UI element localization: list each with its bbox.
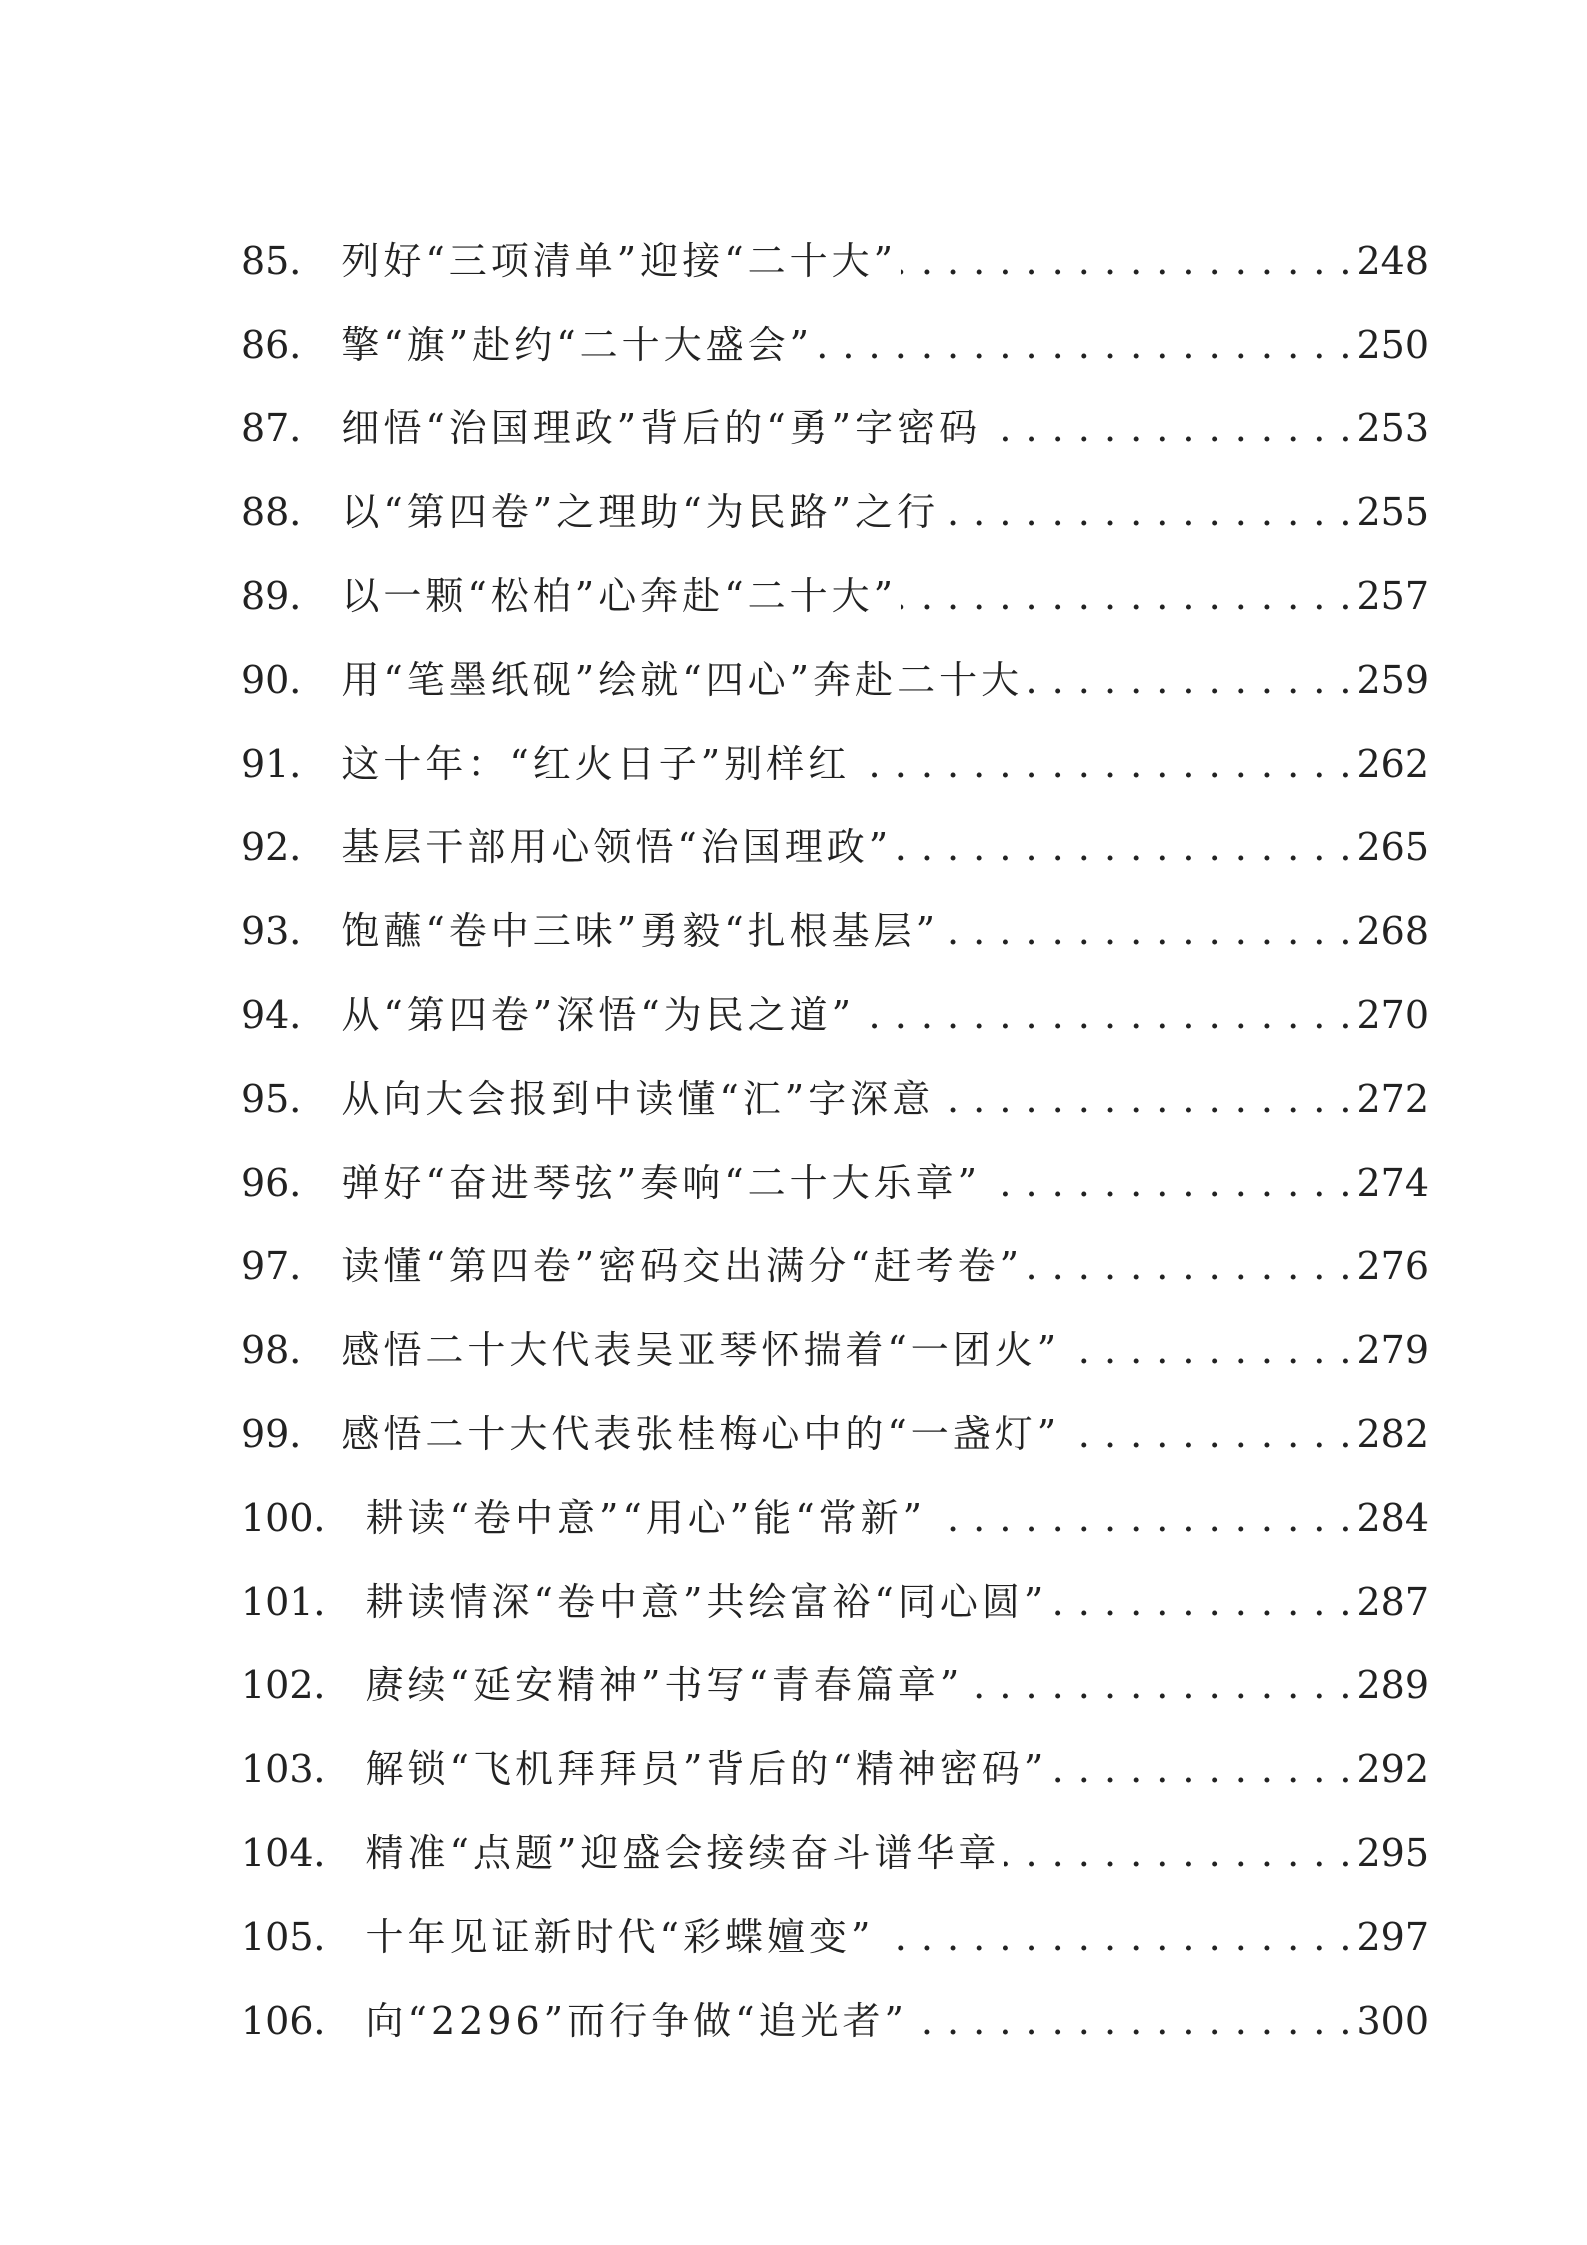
toc-entry[interactable]	[241, 1044, 1429, 1128]
toc-entry-number: 106．	[241, 1998, 352, 2043]
toc-entry[interactable]	[241, 541, 1429, 625]
toc-entry[interactable]	[241, 625, 1429, 709]
toc-entry-page-number: 248	[1356, 238, 1429, 283]
table-of-contents	[241, 206, 1429, 2050]
dot-leader	[1051, 1740, 1352, 1798]
toc-entry-page-number: 270	[1356, 992, 1429, 1037]
toc-entry-number: 93．	[241, 909, 328, 954]
toc-entry-page-number: 292	[1356, 1747, 1429, 1792]
dot-leader	[854, 735, 1352, 793]
toc-entry-number: 98．	[241, 1328, 328, 1373]
toc-entry-title: 精准“点题”迎盛会接续奋斗谱华章	[365, 1830, 1001, 1875]
toc-entry-number: 100．	[241, 1495, 352, 1540]
toc-entry[interactable]	[241, 1295, 1429, 1379]
toc-entry[interactable]	[241, 1966, 1429, 2050]
dot-leader	[985, 1154, 1352, 1212]
toc-entry-title: 列好“三项清单”迎接“二十大”	[341, 238, 898, 283]
toc-entry[interactable]	[241, 709, 1429, 793]
toc-entry-title: 饱蘸“卷中三味”勇毅“扎根基层”	[341, 909, 940, 954]
toc-entry[interactable]	[241, 1882, 1429, 1966]
toc-entry-title: 这十年：“红火日子”别样红	[341, 741, 851, 786]
toc-entry-number: 103．	[241, 1747, 352, 1792]
toc-entry-title: 弹好“奋进琴弦”奏响“二十大乐章”	[341, 1160, 982, 1205]
dot-leader	[859, 986, 1352, 1044]
dot-leader	[985, 399, 1352, 457]
toc-entry-page-number: 284	[1356, 1495, 1429, 1540]
dot-leader	[967, 1656, 1352, 1714]
dot-leader	[1064, 1321, 1352, 1379]
dot-leader	[878, 1908, 1352, 1966]
toc-entry-number: 104．	[241, 1830, 352, 1875]
toc-entry-title: 读懂“第四卷”密码交出满分“赶考卷”	[341, 1244, 1024, 1289]
toc-entry[interactable]	[241, 1212, 1429, 1296]
toc-entry-number: 95．	[241, 1076, 328, 1121]
dot-leader	[901, 232, 1352, 290]
toc-entry-number: 86．	[241, 322, 328, 367]
toc-entry-number: 88．	[241, 490, 328, 535]
dot-leader	[938, 1070, 1352, 1128]
toc-entry-page-number: 300	[1356, 1998, 1429, 2043]
dot-leader	[943, 483, 1352, 541]
toc-entry-number: 101．	[241, 1579, 352, 1624]
toc-entry-page-number: 289	[1356, 1663, 1429, 1708]
toc-entry-page-number: 262	[1356, 741, 1429, 786]
toc-entry-page-number: 282	[1356, 1411, 1429, 1456]
toc-entry-number: 105．	[241, 1914, 352, 1959]
toc-entry[interactable]	[241, 1463, 1429, 1547]
dot-leader	[817, 316, 1352, 374]
toc-entry-page-number: 295	[1356, 1830, 1429, 1875]
toc-entry-title: 以“第四卷”之理助“为民路”之行	[341, 490, 940, 535]
toc-entry-title: 解锁“飞机拜拜员”背后的“精神密码”	[365, 1747, 1048, 1792]
toc-entry-page-number: 265	[1356, 825, 1429, 870]
toc-entry-number: 94．	[241, 992, 328, 1037]
toc-entry-title: 从“第四卷”深悟“为民之道”	[341, 992, 856, 1037]
toc-entry-number: 99．	[241, 1411, 328, 1456]
toc-entry[interactable]	[241, 457, 1429, 541]
toc-entry[interactable]	[241, 876, 1429, 960]
dot-leader	[1004, 1824, 1352, 1882]
toc-entry[interactable]	[241, 1547, 1429, 1631]
dot-leader	[943, 902, 1352, 960]
toc-entry-page-number: 287	[1356, 1579, 1429, 1624]
toc-entry-page-number: 268	[1356, 909, 1429, 954]
toc-entry-number: 96．	[241, 1160, 328, 1205]
toc-entry-title: 感悟二十大代表吴亚琴怀揣着“一团火”	[341, 1328, 1061, 1373]
toc-entry-page-number: 276	[1356, 1244, 1429, 1289]
toc-entry-title: 耕读情深“卷中意”共绘富裕“同心圆”	[365, 1579, 1048, 1624]
toc-entry-page-number: 259	[1356, 657, 1429, 702]
toc-entry-title: 擎“旗”赴约“二十大盛会”	[341, 322, 814, 367]
toc-entry-number: 92．	[241, 825, 328, 870]
toc-entry[interactable]	[241, 1379, 1429, 1463]
toc-entry-number: 97．	[241, 1244, 328, 1289]
toc-entry[interactable]	[241, 206, 1429, 290]
dot-leader	[1027, 1237, 1352, 1295]
toc-entry[interactable]	[241, 1631, 1429, 1715]
toc-entry-title: 向“2296”而行争做“追光者”	[365, 1998, 908, 2043]
toc-entry-title: 耕读“卷中意”“用心”能“常新”	[365, 1495, 927, 1540]
toc-entry-page-number: 253	[1356, 406, 1429, 451]
toc-entry[interactable]	[241, 960, 1429, 1044]
toc-entry-number: 90．	[241, 657, 328, 702]
toc-entry-page-number: 297	[1356, 1914, 1429, 1959]
dot-leader	[1051, 1573, 1352, 1631]
toc-entry[interactable]	[241, 1798, 1429, 1882]
dot-leader	[1064, 1405, 1352, 1463]
toc-entry-number: 87．	[241, 406, 328, 451]
dot-leader	[896, 818, 1352, 876]
toc-entry[interactable]	[241, 374, 1429, 458]
toc-entry-number: 91．	[241, 741, 328, 786]
toc-entry-title: 感悟二十大代表张桂梅心中的“一盏灯”	[341, 1411, 1061, 1456]
toc-entry-title: 十年见证新时代“彩蝶嬗变”	[365, 1914, 875, 1959]
toc-entry-number: 102．	[241, 1663, 352, 1708]
toc-entry-title: 从向大会报到中读懂“汇”字深意	[341, 1076, 935, 1121]
toc-entry-title: 赓续“延安精神”书写“青春篇章”	[365, 1663, 964, 1708]
dot-leader	[901, 567, 1352, 625]
toc-entry-number: 85．	[241, 238, 328, 283]
toc-entry-page-number: 257	[1356, 573, 1429, 618]
toc-entry-title: 细悟“治国理政”背后的“勇”字密码	[341, 406, 982, 451]
toc-entry-page-number: 255	[1356, 490, 1429, 535]
toc-entry[interactable]	[241, 1128, 1429, 1212]
toc-entry-page-number: 272	[1356, 1076, 1429, 1121]
toc-entry-page-number: 279	[1356, 1328, 1429, 1373]
toc-entry-page-number: 274	[1356, 1160, 1429, 1205]
toc-entry-title: 以一颗“松柏”心奔赴“二十大”	[341, 573, 898, 618]
toc-entry[interactable]	[241, 1714, 1429, 1798]
dot-leader	[1027, 651, 1352, 709]
toc-entry[interactable]	[241, 793, 1429, 877]
toc-entry[interactable]	[241, 290, 1429, 374]
toc-entry-title: 用“笔墨纸砚”绘就“四心”奔赴二十大	[341, 657, 1024, 702]
toc-entry-page-number: 250	[1356, 322, 1429, 367]
dot-leader	[912, 1992, 1353, 2050]
dot-leader	[930, 1489, 1352, 1547]
toc-entry-title: 基层干部用心领悟“治国理政”	[341, 825, 893, 870]
toc-entry-number: 89．	[241, 573, 328, 618]
